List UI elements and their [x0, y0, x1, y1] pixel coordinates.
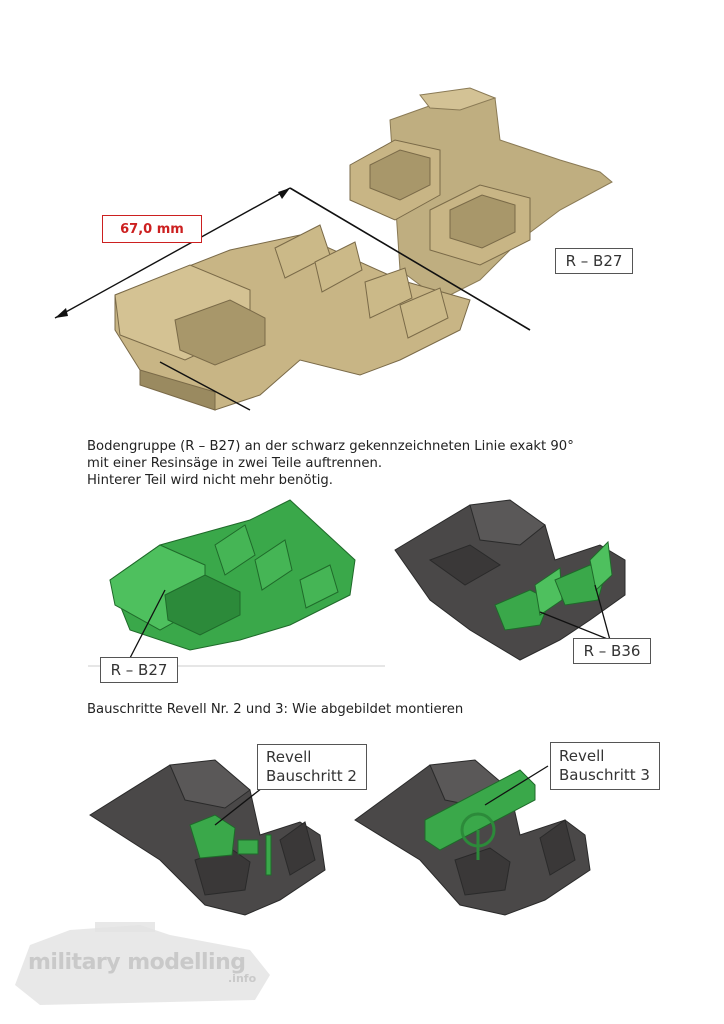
revell-step-2-line1: Revell [266, 748, 312, 766]
watermark-suffix: .info [228, 972, 257, 985]
part-label-r-b27-middle: R – B27 [100, 657, 178, 683]
part-label-r-b27-top: R – B27 [555, 248, 633, 274]
watermark-text: military modelling [28, 950, 246, 975]
dimension-label: 67,0 mm [102, 215, 202, 243]
steps-caption: Bauschritte Revell Nr. 2 und 3: Wie abgebildet montieren [87, 702, 464, 717]
instruction-line-1: Bodengruppe (R – B27) an der schwarz gekennzeichneten Linie exakt 90° [87, 439, 574, 454]
revell-step-3-line2: Bauschritt 3 [559, 766, 650, 784]
instruction-line-2: mit einer Resinsäge in zwei Teile auftrennen. [87, 456, 383, 471]
revell-step-2-line2: Bauschritt 2 [266, 767, 357, 785]
part-label-r-b36: R – B36 [573, 638, 651, 664]
revell-step-3-line1: Revell [559, 747, 605, 765]
instruction-line-3: Hinterer Teil wird nicht mehr benötig. [87, 473, 333, 488]
